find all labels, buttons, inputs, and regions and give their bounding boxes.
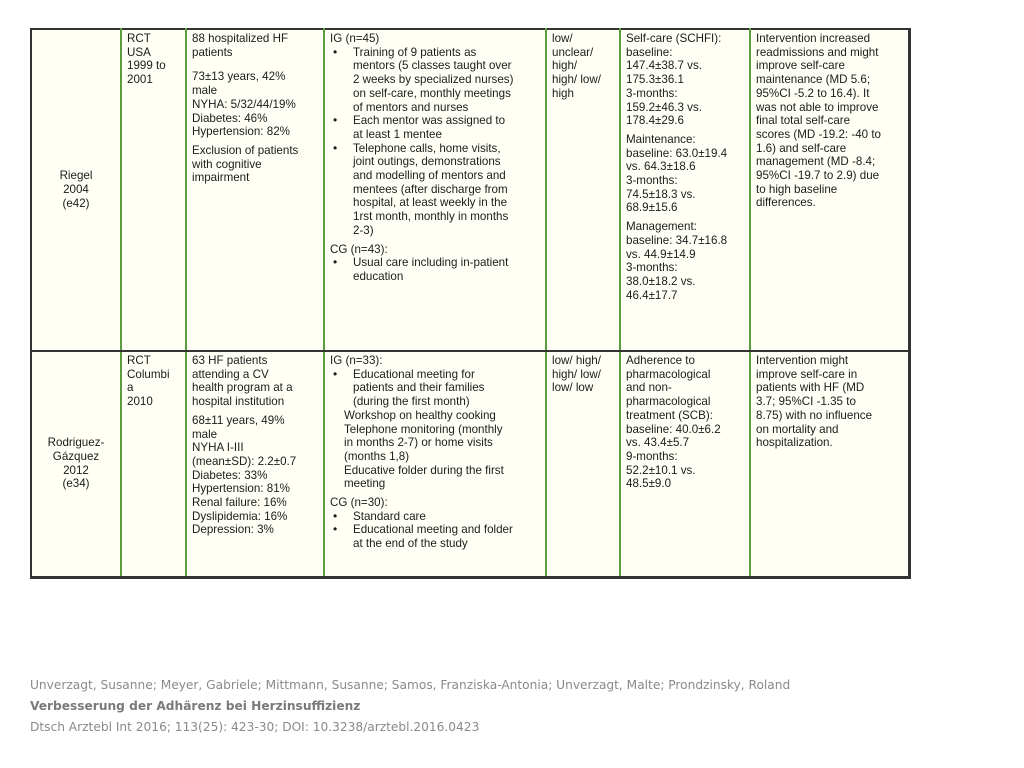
population-line: Depression: 3% <box>192 523 274 537</box>
ig-item-line: 2 weeks by specialized nurses) <box>353 73 514 87</box>
ig-plain-line: Educative folder during the first <box>344 463 504 477</box>
bias-line: low/ <box>552 32 573 45</box>
study-line: (e34) <box>62 477 90 491</box>
result-line: final total self-care <box>756 114 851 128</box>
population-line: attending a CV <box>192 367 269 381</box>
population-line: male <box>192 84 218 98</box>
cg-item <box>330 256 541 283</box>
bias-cell <box>546 351 620 577</box>
design-line: 2010 <box>127 395 153 409</box>
outcome-line: 159.2±46.3 vs. <box>626 100 702 114</box>
table-row-rodriguez <box>31 351 909 577</box>
result-line: 95%CI -19.7 to 2.9) due <box>756 169 880 183</box>
study-line: 2012 <box>63 463 89 477</box>
population-line: with cognitive <box>192 157 262 171</box>
design-line: 1999 to <box>127 59 166 73</box>
population-line: Dyslipidemia: 16% <box>192 509 288 523</box>
result-line: Intervention might <box>756 354 849 367</box>
outcome-line: 3-months: <box>626 86 678 100</box>
study-cell <box>31 351 121 577</box>
ig-item-list <box>330 368 541 409</box>
study-line: Gázquez <box>52 450 100 464</box>
design-cell <box>121 351 186 577</box>
design-line: Columbi <box>127 367 170 381</box>
outcome-line: 68.9±15.6 <box>626 201 678 215</box>
cg-header: CG (n=43): <box>330 242 388 256</box>
outcome-line: 175.3±36.1 <box>626 73 684 87</box>
outcome-line: Maintenance: <box>626 132 696 146</box>
result-line: 1.6) and self-care <box>756 141 847 155</box>
outcome-line: vs. 44.9±14.9 <box>626 247 696 261</box>
footer-authors: Unverzagt, Susanne; Meyer, Gabriele; Mittmann, Susanne; Samos, Franziska-Antonia; Unverzagt, Malte; Prondzinsky, Roland <box>30 678 791 692</box>
design-line: 2001 <box>127 73 153 87</box>
ig-plain-list <box>330 409 541 491</box>
design-line: USA <box>127 45 151 59</box>
outcome-line: pharmacological <box>626 395 711 409</box>
result-line: improve self-care in <box>756 367 858 381</box>
result-line: 8.75) with no influence <box>756 408 873 422</box>
population-line: hospital institution <box>192 395 285 409</box>
study-line: Riegel <box>59 169 93 183</box>
outcome-line: 3-months: <box>626 174 678 188</box>
population-line: Diabetes: 33% <box>192 468 268 482</box>
result-line: was not able to improve <box>756 100 879 114</box>
outcome-line: 46.4±17.7 <box>626 288 678 302</box>
outcome-line: and non- <box>626 381 672 395</box>
result-line: readmissions and might <box>756 45 879 59</box>
cg-header: CG (n=30): <box>330 496 388 510</box>
cg-item-line: • Standard care <box>353 509 426 523</box>
intervention-cell <box>324 29 546 351</box>
population-line: impairment <box>192 171 250 185</box>
footer-citation: Dtsch Arztebl Int 2016; 113(25): 423-30; DOI: 10.3238/arztebl.2016.0423 <box>30 720 480 734</box>
bias-line: high <box>552 86 574 100</box>
bias-line: low/ low <box>552 381 594 395</box>
result-cell <box>750 351 909 577</box>
ig-item-line: • Training of 9 patients as <box>353 45 477 59</box>
result-line: scores (MD -19.2: -40 to <box>756 127 881 141</box>
outcome-line: 38.0±18.2 vs. <box>626 274 696 288</box>
outcome-line: baseline: 40.0±6.2 <box>626 422 721 436</box>
ig-item <box>330 46 541 115</box>
population-line: NYHA: 5/32/44/19% <box>192 97 296 111</box>
ig-item-line: • Each mentor was assigned to <box>353 114 506 128</box>
outcome-line: vs. 43.4±5.7 <box>626 436 690 450</box>
population-line: (mean±SD): 2.2±0.7 <box>192 454 297 468</box>
study-line: 2004 <box>63 183 89 197</box>
ig-item <box>330 368 541 409</box>
result-line: to high baseline <box>756 182 838 196</box>
population-line: Renal failure: 16% <box>192 496 287 510</box>
ig-item-line: (during the first month) <box>353 395 470 409</box>
ig-item-line: on self-care, monthly meetings <box>353 86 511 100</box>
study-cell <box>31 29 121 351</box>
ig-plain-line: (months 1,8) <box>344 449 410 463</box>
population-line: Exclusion of patients <box>192 143 299 157</box>
population-line: NYHA I-III <box>192 441 244 455</box>
cg-item-list <box>330 256 541 283</box>
population-line: health program at a <box>192 381 293 395</box>
design-cell <box>121 29 186 351</box>
result-line: improve self-care <box>756 59 845 73</box>
ig-item-line: joint outings, demonstrations <box>353 155 501 169</box>
population-line: Diabetes: 46% <box>192 111 268 125</box>
result-line: Intervention increased <box>756 32 871 45</box>
result-line: 95%CI -5.2 to 16.4). It <box>756 86 870 100</box>
outcome-line: 178.4±29.6 <box>626 114 684 128</box>
cg-item-list <box>330 510 541 551</box>
result-line: differences. <box>756 196 816 210</box>
ig-plain-line: Telephone monitoring (monthly <box>344 422 503 436</box>
ig-header: IG (n=45) <box>330 32 380 45</box>
ig-item-line: 2-3) <box>353 223 374 237</box>
outcome-line: 3-months: <box>626 261 678 275</box>
population-line: 63 HF patients <box>192 354 268 367</box>
bias-line: unclear/ <box>552 45 594 59</box>
ig-item-line: of mentors and nurses <box>353 100 469 114</box>
result-line: patients with HF (MD <box>756 381 865 395</box>
ig-item-line: at least 1 mentee <box>353 127 442 141</box>
design-line: RCT <box>127 32 151 45</box>
study-table <box>30 28 911 579</box>
outcome-line: 9-months: <box>626 449 678 463</box>
population-line: 68±11 years, 49% <box>192 413 285 427</box>
ig-item-line: 1rst month, monthly in months <box>353 210 509 224</box>
ig-item-line: mentees (after discharge from <box>353 182 508 196</box>
study-line: (e42) <box>62 196 90 210</box>
result-line: maintenance (MD 5.6; <box>756 73 871 87</box>
ig-item-line: and modelling of mentors and <box>353 169 506 183</box>
outcome-line: 147.4±38.7 vs. <box>626 59 702 73</box>
ig-item-line: • Telephone calls, home visits, <box>353 141 501 155</box>
intervention-cell <box>324 351 546 577</box>
result-line: on mortality and <box>756 422 839 436</box>
population-line: 88 hospitalized HF <box>192 32 289 45</box>
cg-item-line: at the end of the study <box>353 537 468 551</box>
cg-item <box>330 523 541 550</box>
bias-line: high/ low/ <box>552 367 601 381</box>
cg-item-line: • Educational meeting and folder <box>353 523 513 537</box>
outcome-cell <box>620 351 750 577</box>
ig-item-line: patients and their families <box>353 381 485 395</box>
ig-item <box>330 142 541 238</box>
outcome-line: pharmacological <box>626 367 711 381</box>
outcome-line: treatment (SCB): <box>626 408 713 422</box>
ig-plain-line: in months 2-7) or home visits <box>344 436 493 450</box>
table-row-riegel <box>31 29 909 351</box>
outcome-cell <box>620 29 750 351</box>
bias-cell <box>546 29 620 351</box>
outcome-line: baseline: 63.0±19.4 <box>626 146 728 160</box>
ig-plain-line: Workshop on healthy cooking <box>344 408 496 422</box>
outcome-line: baseline: <box>626 45 673 59</box>
population-cell <box>186 351 324 577</box>
outcome-line: 74.5±18.3 vs. <box>626 187 696 201</box>
outcome-line: 48.5±9.0 <box>626 477 672 491</box>
cg-item-line: • Usual care including in-patient <box>353 256 509 270</box>
ig-header: IG (n=33): <box>330 354 383 367</box>
outcome-line: baseline: 34.7±16.8 <box>626 233 728 247</box>
population-line: Hypertension: 81% <box>192 482 290 496</box>
outcome-line: Self-care (SCHFI): <box>626 32 722 45</box>
result-line: management (MD -8.4; <box>756 155 876 169</box>
outcome-line: 52.2±10.1 vs. <box>626 463 696 477</box>
ig-plain-line: meeting <box>344 477 386 491</box>
cg-item <box>330 510 541 524</box>
cg-item-line: education <box>353 269 404 283</box>
ig-item-line: • Educational meeting for <box>353 367 475 381</box>
population-line: 73±13 years, 42% <box>192 70 286 84</box>
population-line: Hypertension: 82% <box>192 125 290 139</box>
bias-line: low/ high/ <box>552 354 601 367</box>
population-line: patients <box>192 45 233 59</box>
ig-item-line: hospital, at least weekly in the <box>353 196 508 210</box>
result-cell <box>750 29 909 351</box>
ig-item-line: mentors (5 classes taught over <box>353 59 512 73</box>
bias-line: high/ <box>552 59 578 73</box>
outcome-line: vs. 64.3±18.6 <box>626 160 696 174</box>
ig-item-list <box>330 46 541 238</box>
result-line: hospitalization. <box>756 436 833 450</box>
design-line: a <box>127 381 134 395</box>
outcome-line: Adherence to <box>626 354 695 367</box>
outcome-line: Management: <box>626 220 697 234</box>
study-line: Rodriguez- <box>47 436 105 450</box>
bias-line: high/ low/ <box>552 73 601 87</box>
footer-title: Verbesserung der Adhärenz bei Herzinsuffizienz <box>30 699 361 713</box>
result-line: 3.7; 95%CI -1.35 to <box>756 395 856 409</box>
population-line: male <box>192 427 218 441</box>
design-line: RCT <box>127 354 151 367</box>
population-cell <box>186 29 324 351</box>
ig-item <box>330 114 541 141</box>
